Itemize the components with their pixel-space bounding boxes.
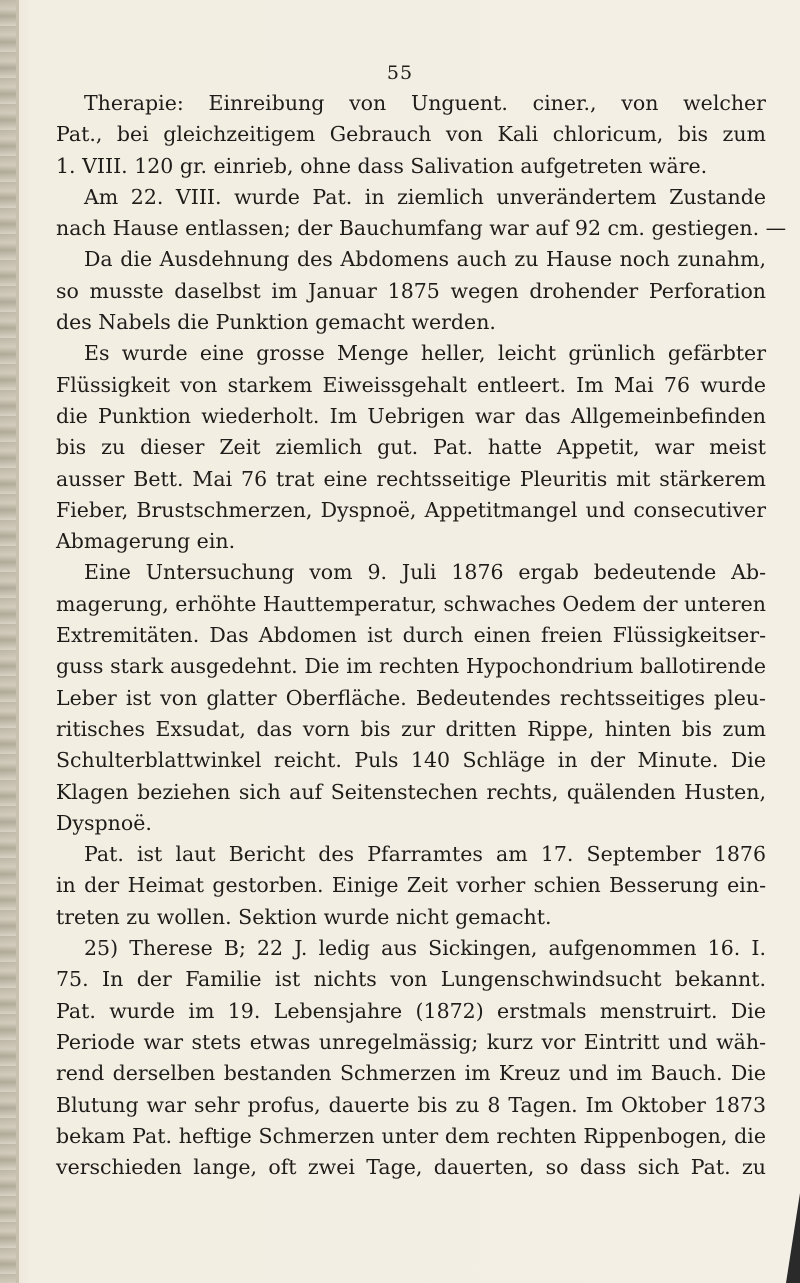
text-line: magerung, erhöhte Hauttemperatur, schwaches Oedem der unteren: [56, 591, 766, 616]
text-line: verschieden lange, oft zwei Tage, dauerten, so dass sich Pat. zu: [56, 1155, 766, 1180]
text-line: Eine Untersuchung vom 9. Juli 1876 ergab bedeutende Ab-: [84, 560, 766, 585]
text-line: ausser Bett. Mai 76 trat eine rechtsseitige Pleuritis mit stärkerem: [56, 466, 766, 491]
page-corner-mark: [786, 1193, 800, 1283]
text-line: Flüssigkeit von starkem Eiweissgehalt entleert. Im Mai 76 wurde: [56, 372, 766, 397]
text-line: Dyspnoë.: [56, 810, 152, 835]
text-line: Blutung war sehr profus, dauerte bis zu 8 Tagen. Im Oktober 1873: [56, 1092, 766, 1117]
text-line: Abmagerung ein.: [56, 529, 236, 554]
text-line: 75. In der Familie ist nichts von Lungenschwindsucht bekannt.: [56, 967, 766, 992]
text-line: treten zu wollen. Sektion wurde nicht gemacht.: [56, 904, 552, 929]
text-line: Schulterblattwinkel reicht. Puls 140 Schläge in der Minute. Die: [56, 748, 766, 773]
text-line: rend derselben bestanden Schmerzen im Kreuz und im Bauch. Die: [56, 1061, 766, 1086]
text-line: Therapie: Einreibung von Unguent. ciner., von welcher: [84, 91, 766, 115]
text-line: 25) Therese B; 22 J. ledig aus Sickingen, aufgenommen 16. I.: [84, 936, 766, 961]
book-binding-shadow: [0, 0, 16, 1283]
text-line: die Punktion wiederholt. Im Uebrigen war das Allgemeinbefinden: [56, 403, 766, 428]
text-line: in der Heimat gestorben. Einige Zeit vorher schien Besserung ein-: [56, 873, 766, 898]
text-line: Fieber, Brustschmerzen, Dyspnoë, Appetitmangel und consecutiver: [56, 497, 766, 522]
text-line: bekam Pat. heftige Schmerzen unter dem rechten Rippenbogen, die: [56, 1123, 766, 1148]
text-line: Pat. wurde im 19. Lebensjahre (1872) erstmals menstruirt. Die: [56, 998, 766, 1023]
text-line: Am 22. VIII. wurde Pat. in ziemlich unverändertem Zustande: [84, 184, 766, 209]
text-line: nach Hause entlassen; der Bauchumfang war auf 92 cm. gestiegen. —: [56, 216, 787, 241]
text-line: Leber ist von glatter Oberfläche. Bedeutendes rechtsseitiges pleu-: [56, 685, 766, 710]
text-line: Da die Ausdehnung des Abdomens auch zu Hause noch zunahm,: [84, 247, 766, 272]
text-line: Es wurde eine grosse Menge heller, leicht grünlich gefärbter: [84, 341, 766, 366]
text-line: bis zu dieser Zeit ziemlich gut. Pat. hatte Appetit, war meist: [56, 435, 766, 460]
text-line: 1. VIII. 120 gr. einrieb, ohne dass Salivation aufgetreten wäre.: [56, 153, 708, 178]
text-line: Pat., bei gleichzeitigem Gebrauch von Kali chloricum, bis zum: [56, 122, 766, 147]
text-line: so musste daselbst im Januar 1875 wegen drohender Perforation: [56, 278, 766, 303]
text-line: Klagen beziehen sich auf Seitenstechen rechts, quälenden Husten,: [56, 779, 766, 804]
text-line: Extremitäten. Das Abdomen ist durch einen freien Flüssigkeitser-: [56, 623, 766, 648]
page-number: 55: [386, 62, 414, 84]
text-line: Pat. ist laut Bericht des Pfarramtes am 17. September 1876: [84, 842, 766, 867]
body-text: [56, 88, 787, 1183]
text-line: Periode war stets etwas unregelmässig; kurz vor Eintritt und wäh-: [56, 1029, 766, 1054]
text-line: guss stark ausgedehnt. Die im rechten Hypochondrium ballotirende: [56, 654, 766, 679]
text-line: ritisches Exsudat, das vorn bis zur dritten Rippe, hinten bis zum: [56, 716, 766, 741]
text-line: des Nabels die Punktion gemacht werden.: [56, 310, 496, 335]
binding-edge: [16, 0, 19, 1283]
